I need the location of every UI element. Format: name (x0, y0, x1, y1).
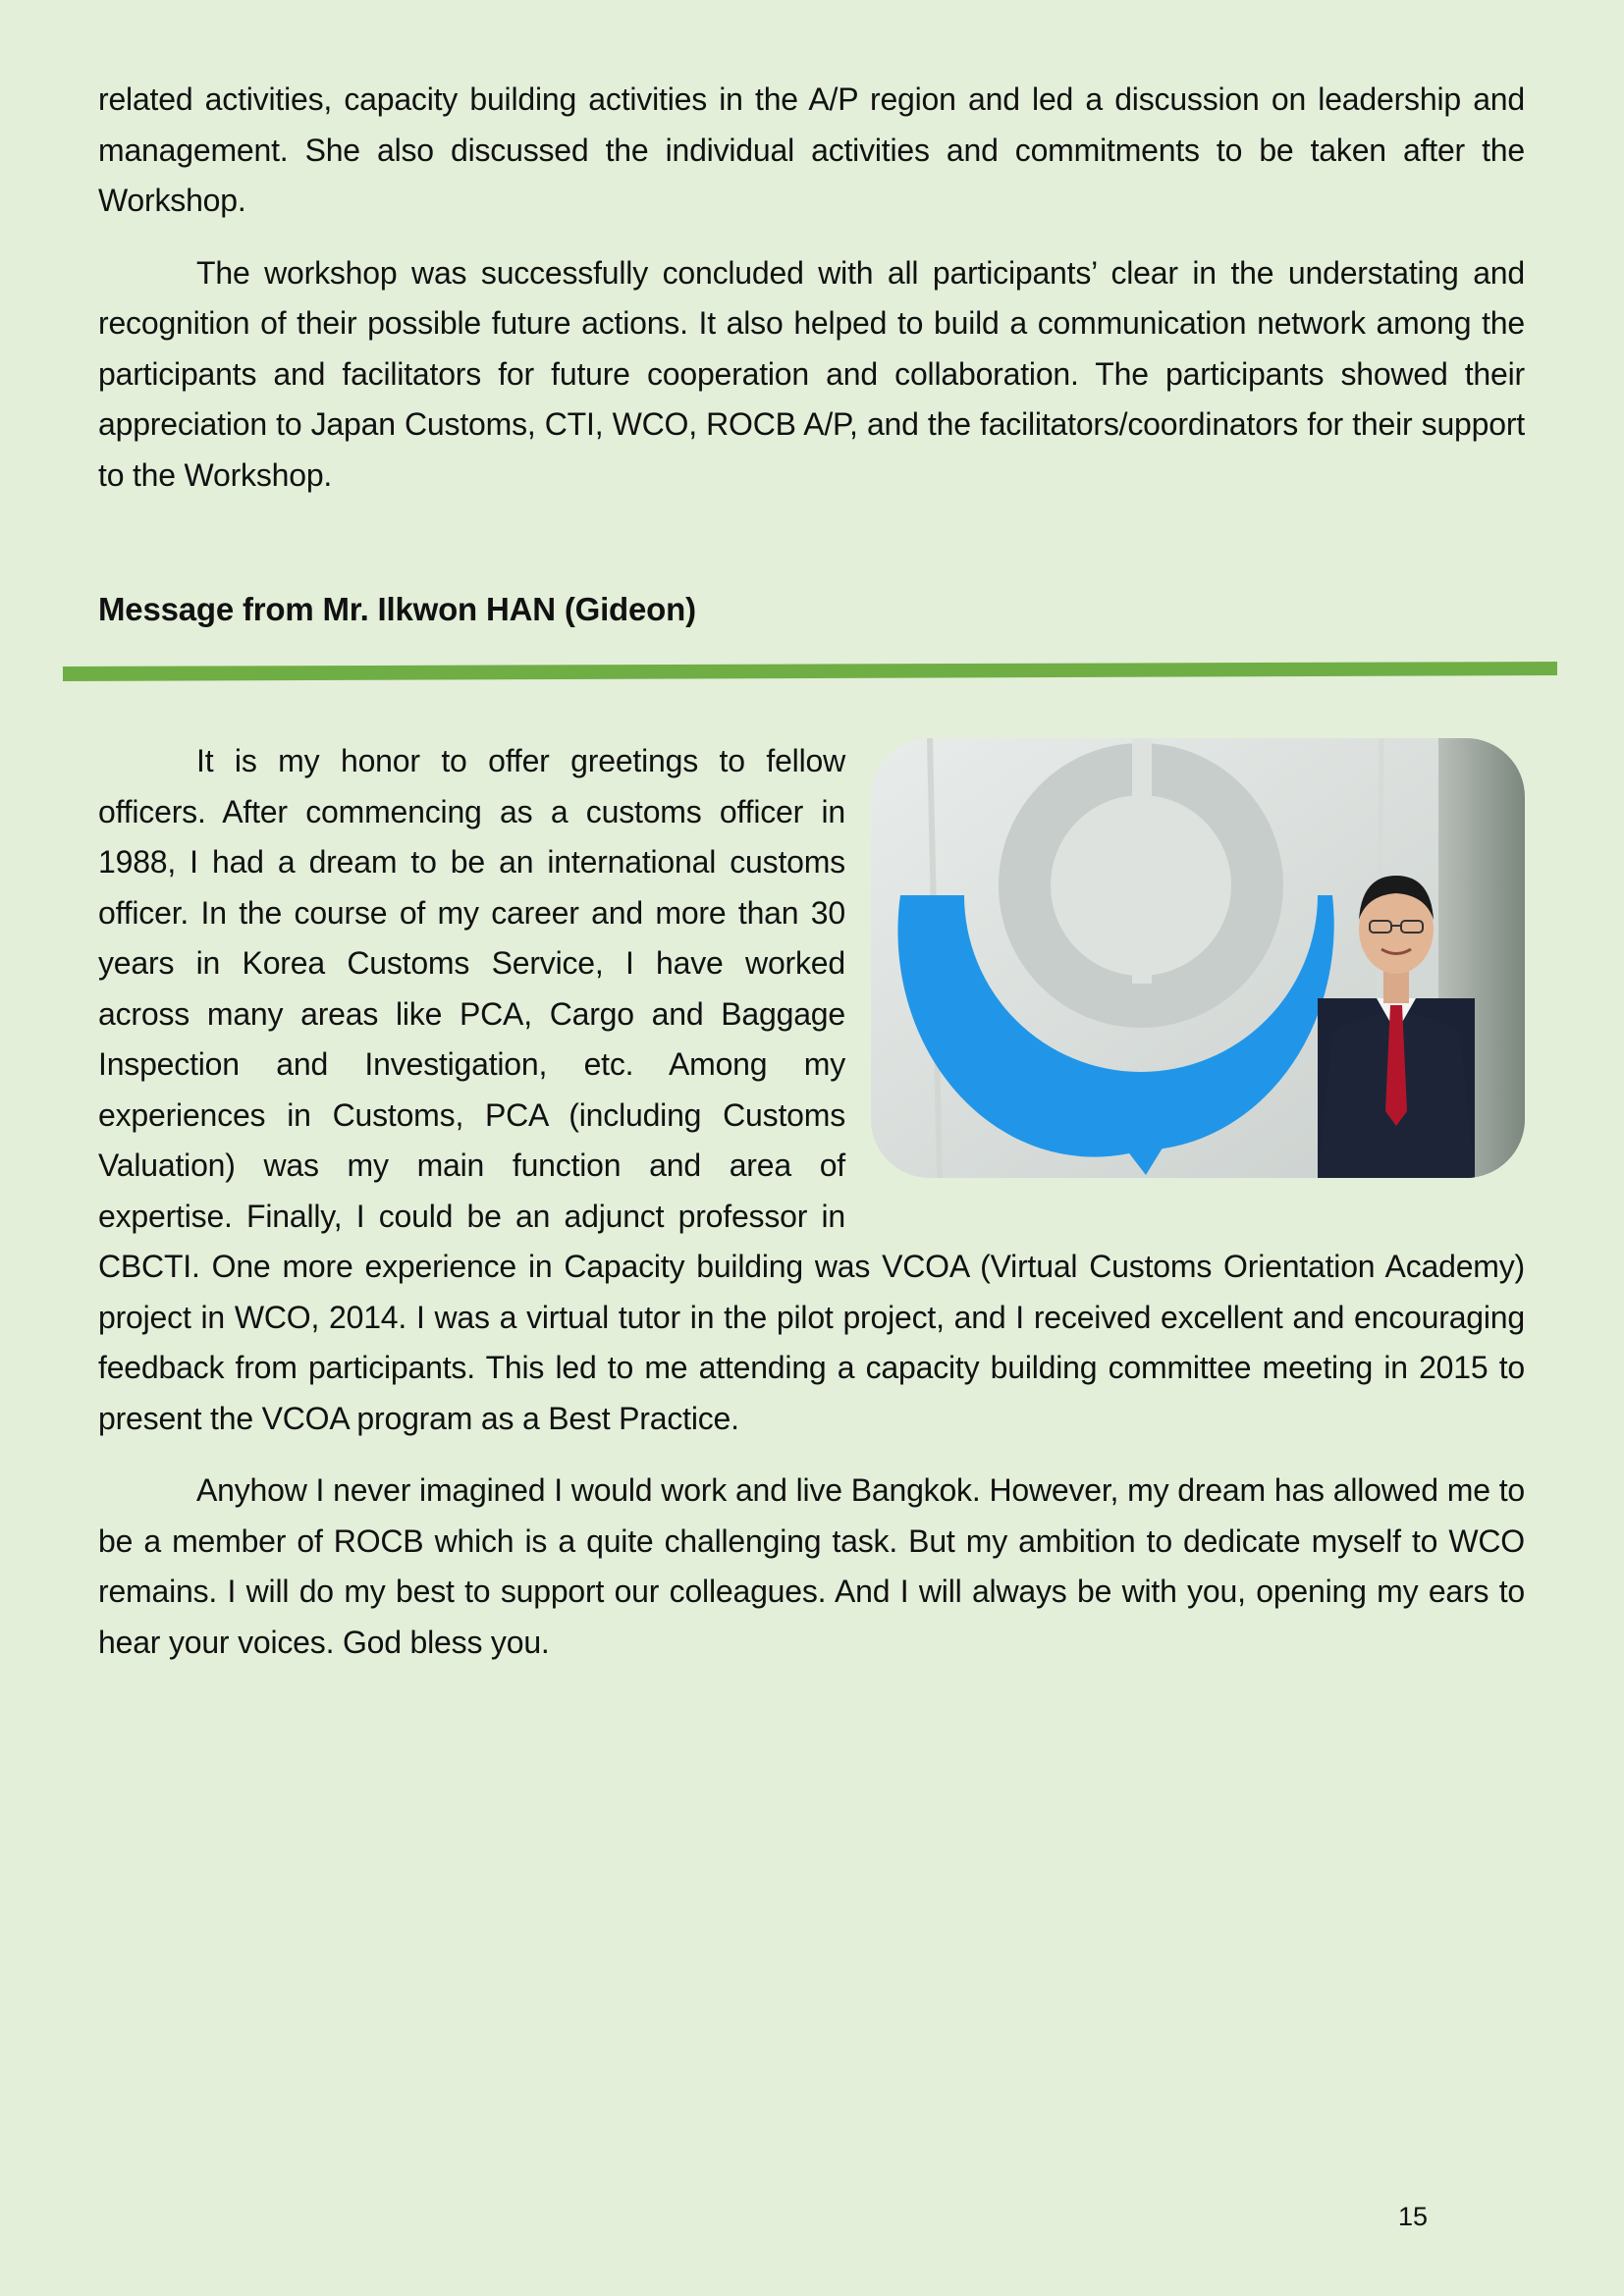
intro-text (98, 75, 1525, 501)
message-paragraph-2: Anyhow I never imagined I would work and live Bangkok. However, my dream has allowed me to be a member of ROCB which is a quite challenging task. But my ambition to dedicate myself to WCO remains. I will do my best to support our colleagues. And I will always be with you, opening my ears to hear your voices. God bless you. (98, 1472, 1525, 1660)
section-divider (63, 662, 1557, 681)
intro-paragraph-2: The workshop was successfully concluded with all participants’ clear in the understating and recognition of their possible future actions. It also helped to build a communication network among the participants and facilitators for future cooperation and collaboration. The participants showed their appreciation to Japan Customs, CTI, WCO, ROCB A/P, and the facilitators/coordinators for their support to the Workshop. (98, 254, 1525, 493)
intro-paragraph-1: related activities, capacity building activities in the A/P region and led a discussion on leadership and management. She also discussed the individual activities and commitments to be taken after the Workshop. (98, 81, 1525, 218)
portrait-with-wco-flag-icon (871, 738, 1525, 1178)
page-number: 15 (1398, 2202, 1429, 2231)
message-body (98, 736, 1525, 1668)
message-paragraph-1: It is my honor to offer greetings to fellow officers. After commencing as a customs officer in 1988, I had a dream to be an international customs officer. In the course of my career and more than 30 years in Korea Customs Service, I have worked across many areas like PCA, Cargo and Baggage Inspection and Investigation, etc. Among my experiences in Customs, PCA (including Customs Valuation) was my main function and area of expertise. Finally, I could be an adjunct professor in CBCTI. One more experience in Capacity building was VCOA (Virtual Customs Orientation Academy) project in WCO, 2014. I was a virtual tutor in the pilot project, and I received excellent and encouraging feedback from participants. This led to me attending a capacity building committee meeting in 2015 to present the VCOA program as a Best Practice. (98, 743, 1525, 1436)
portrait-photo (871, 738, 1525, 1178)
section-heading: Message from Mr. Ilkwon HAN (Gideon) (98, 591, 696, 627)
